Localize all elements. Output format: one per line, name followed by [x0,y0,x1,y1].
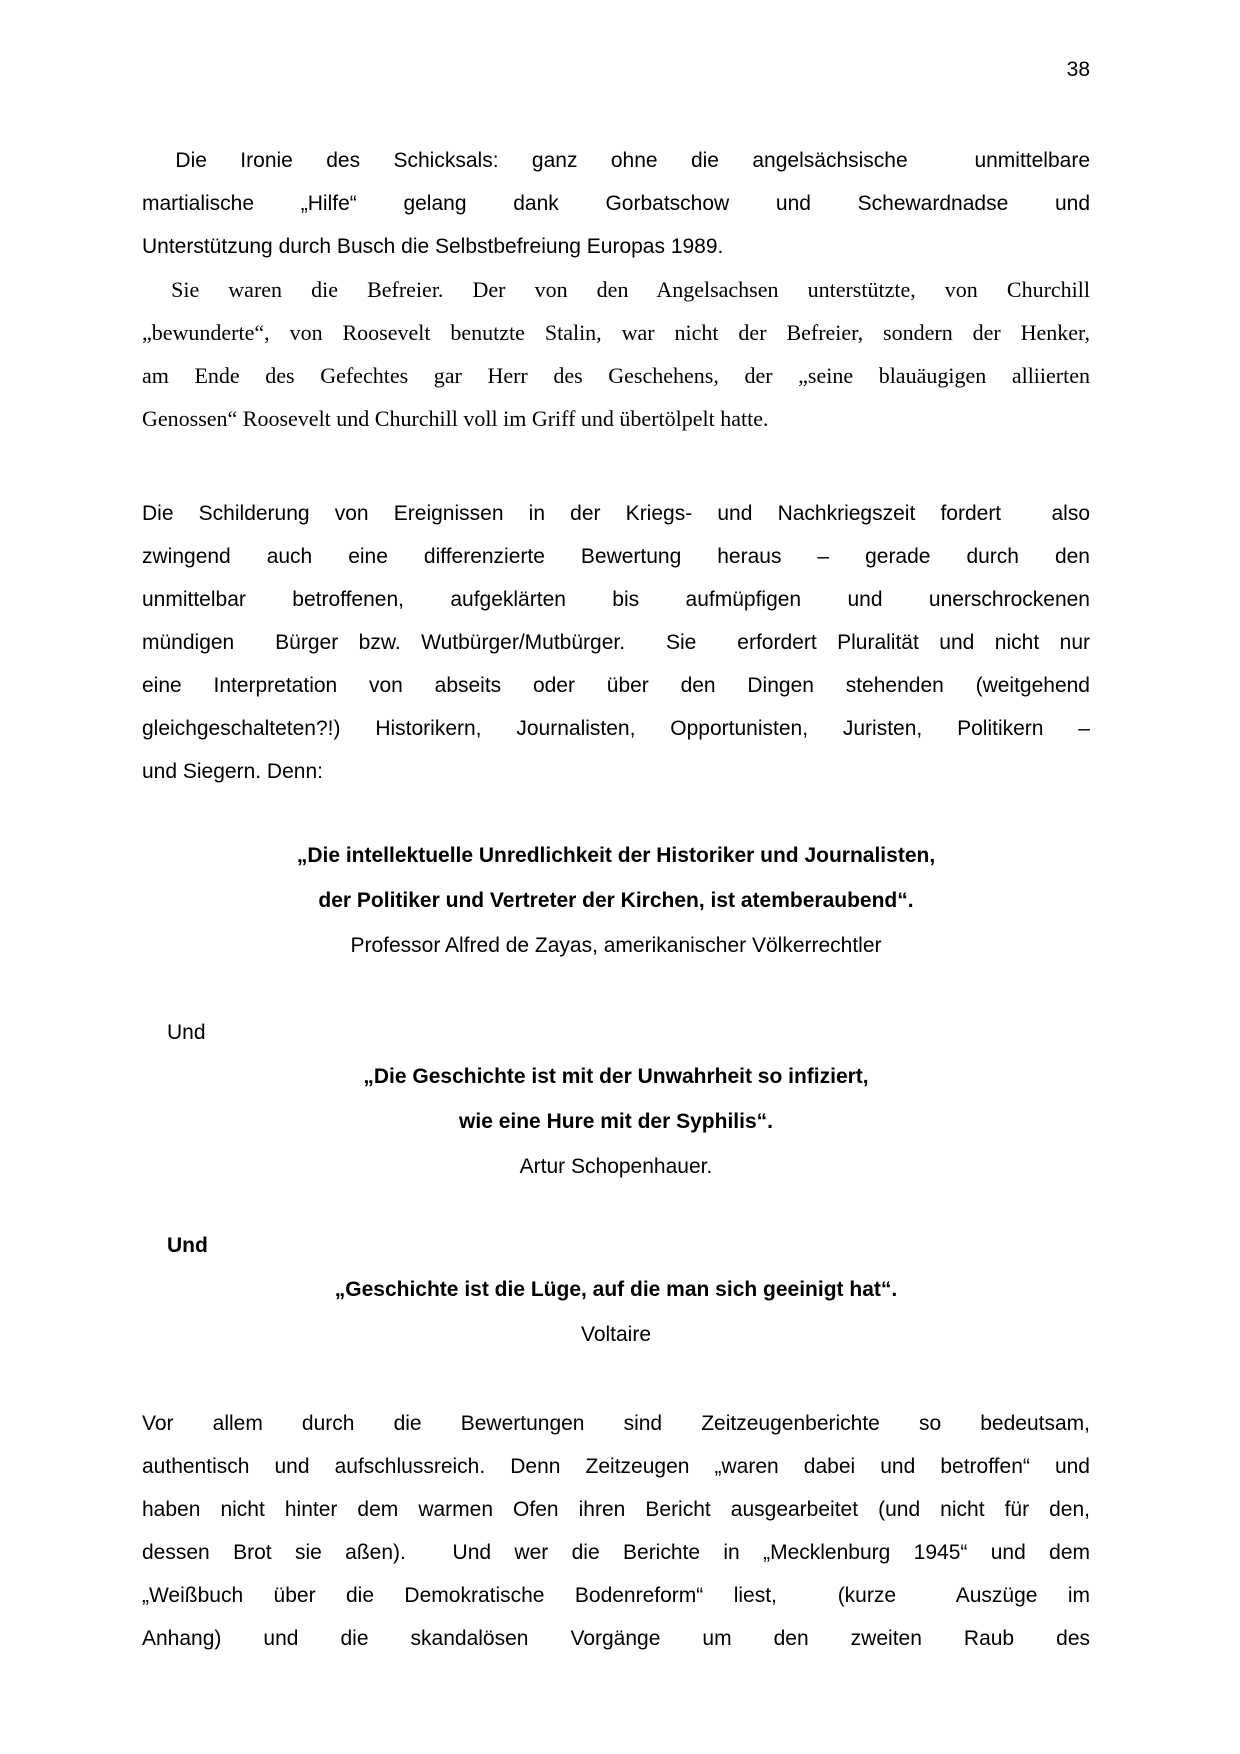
paragraph-zeitzeugenberichte [142,1402,1090,1660]
connector-und-1: Und [167,1021,206,1044]
text-line: Unterstützung durch Busch die Selbstbefreiung Europas 1989. [142,235,724,258]
paragraph-sie-waren-die-befreier [142,268,1090,440]
quote-text [142,1054,1090,1144]
text-line: haben nicht hinter dem warmen Ofen ihren Bericht ausgearbeitet (und nicht für den, [142,1498,1090,1521]
quote-attribution: Professor Alfred de Zayas, amerikanischer Völkerrechtler [350,934,882,957]
text-line: mündigen Bürger bzw. Wutbürger/Mutbürger. Sie erfordert Pluralität und nicht nur [142,631,1090,654]
text-line: Die Schilderung von Ereignissen in der Kriegs- und Nachkriegszeit fordert also [142,502,1090,525]
text-line: authentisch und aufschlussreich. Denn Zeitzeugen „waren dabei und betroffen“ und [142,1455,1090,1478]
text-line: der Politiker und Vertreter der Kirchen, ist atemberaubend“. [318,889,914,912]
text-line: „Die Geschichte ist mit der Unwahrheit so infiziert, [363,1065,869,1088]
text-line: unmittelbar betroffenen, aufgeklärten bis aufmüpfigen und unerschrockenen [142,588,1090,611]
paragraph-die-schilderung [142,492,1090,793]
text-line: und Siegern. Denn: [142,760,323,783]
text-line: zwingend auch eine differenzierte Bewertung heraus – gerade durch den [142,545,1090,568]
text-line: Vor allem durch die Bewertungen sind Zeitzeugenberichte so bedeutsam, [142,1412,1090,1435]
text-line: wie eine Hure mit der Syphilis“. [459,1110,773,1133]
text-line: „Weißbuch über die Demokratische Bodenreform“ liest, (kurze Auszüge im [142,1584,1090,1607]
text-line: gleichgeschalteten?!) Historikern, Journalisten, Opportunisten, Juristen, Politikern – [142,717,1090,740]
text-column [142,139,1090,1660]
quote-schopenhauer [142,1054,1090,1189]
text-line: Genossen“ Roosevelt und Churchill voll im Griff und übertölpelt hatte. [142,406,769,431]
text-line: „Geschichte ist die Lüge, auf die man sich geeinigt hat“. [334,1278,898,1301]
quote-de-zayas [142,833,1090,968]
text-line: Die Ironie des Schicksals: ganz ohne die angelsächsische unmittelbare [142,149,1090,172]
quote-attribution: Artur Schopenhauer. [519,1155,713,1178]
text-line: Anhang) und die skandalösen Vorgänge um den zweiten Raub des [142,1627,1090,1650]
text-line: dessen Brot sie aßen). Und wer die Berichte in „Mecklenburg 1945“ und dem [142,1541,1090,1564]
quote-attribution: Voltaire [580,1323,652,1346]
paragraph-ironie-des-schicksals [142,139,1090,268]
quote-text [142,833,1090,923]
text-line: „Die intellektuelle Unredlichkeit der Historiker und Journalisten, [296,844,936,867]
text-line: Sie waren die Befreier. Der von den Angelsachsen unterstützte, von Churchill [142,277,1090,302]
text-line: martialische „Hilfe“ gelang dank Gorbatschow und Schewardnadse und [142,192,1090,215]
text-line: eine Interpretation von abseits oder über den Dingen stehenden (weitgehend [142,674,1090,697]
connector-und-2: Und [167,1234,208,1257]
text-line: am Ende des Gefechtes gar Herr des Geschehens, der „seine blauäugigen alliierten [142,363,1090,388]
text-line: „bewunderte“, von Roosevelt benutzte Stalin, war nicht der Befreier, sondern der Henker, [142,320,1090,345]
quote-voltaire [142,1267,1090,1357]
quote-text [142,1267,1090,1312]
page-number: 38 [1066,58,1090,81]
